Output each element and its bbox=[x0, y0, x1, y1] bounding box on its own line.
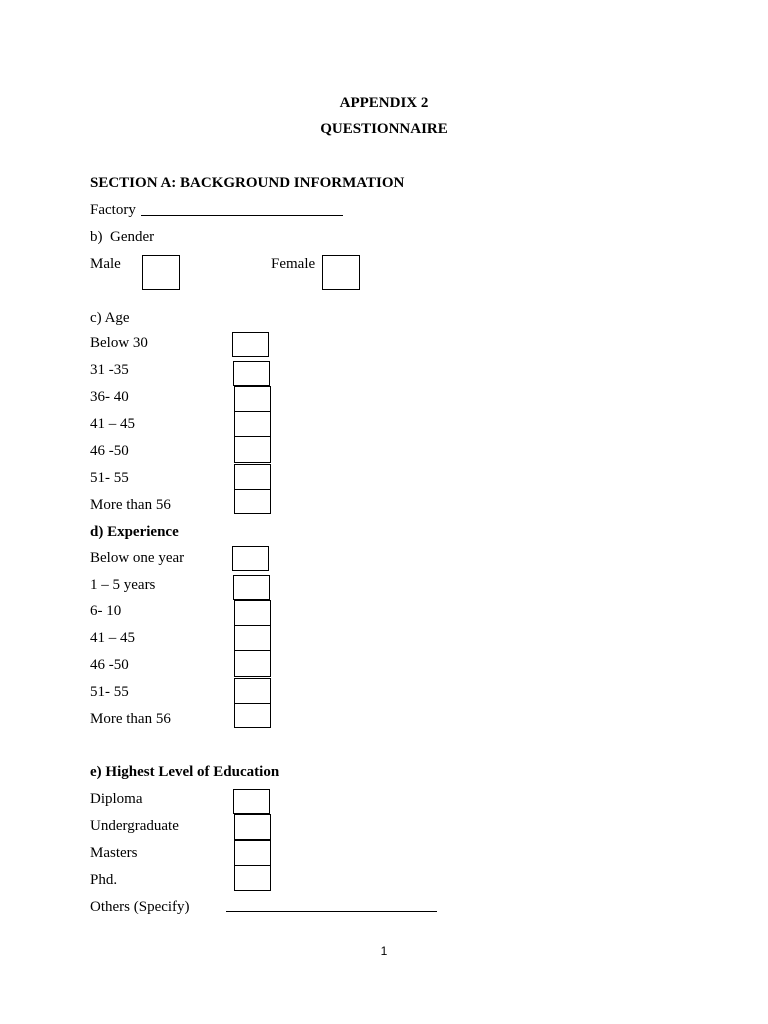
experience-option-checkbox[interactable] bbox=[234, 650, 271, 677]
age-option-checkbox[interactable] bbox=[232, 332, 269, 357]
age-option-checkbox[interactable] bbox=[234, 386, 271, 412]
experience-option-checkbox[interactable] bbox=[234, 703, 271, 728]
section-a-heading: SECTION A: BACKGROUND INFORMATION bbox=[90, 175, 405, 191]
education-option-checkbox[interactable] bbox=[234, 865, 271, 891]
education-option-checkbox[interactable] bbox=[233, 789, 270, 814]
age-option-label: Below 30 bbox=[90, 335, 148, 351]
age-option-checkbox[interactable] bbox=[234, 411, 271, 437]
education-option-label: Masters bbox=[90, 845, 138, 861]
experience-option-checkbox[interactable] bbox=[234, 678, 271, 704]
experience-option-label: Below one year bbox=[90, 550, 185, 566]
page-number: 1 bbox=[380, 944, 388, 958]
education-option-label: Undergraduate bbox=[90, 818, 179, 834]
age-option-label: 31 -35 bbox=[90, 362, 129, 378]
age-option-label: 36- 40 bbox=[90, 389, 129, 405]
experience-option-label: 1 – 5 years bbox=[90, 577, 156, 593]
appendix-title: APPENDIX 2 bbox=[339, 95, 429, 111]
experience-option-checkbox[interactable] bbox=[232, 546, 269, 571]
education-option-checkbox[interactable] bbox=[234, 840, 271, 866]
age-option-checkbox[interactable] bbox=[234, 436, 271, 463]
gender-label: b) Gender bbox=[90, 229, 155, 245]
document-title: QUESTIONNAIRE bbox=[320, 121, 448, 137]
age-label: c) Age bbox=[90, 310, 130, 326]
education-others-label: Others (Specify) bbox=[90, 899, 190, 915]
experience-label: d) Experience bbox=[90, 524, 179, 540]
age-option-label: 41 – 45 bbox=[90, 416, 135, 432]
factory-field[interactable] bbox=[141, 215, 343, 216]
experience-option-checkbox[interactable] bbox=[234, 600, 271, 626]
experience-option-label: 46 -50 bbox=[90, 657, 129, 673]
age-option-checkbox[interactable] bbox=[234, 489, 271, 514]
age-option-checkbox[interactable] bbox=[233, 361, 270, 386]
female-checkbox[interactable] bbox=[322, 255, 360, 290]
age-option-label: 51- 55 bbox=[90, 470, 129, 486]
education-label: e) Highest Level of Education bbox=[90, 764, 280, 780]
experience-option-label: 6- 10 bbox=[90, 603, 122, 619]
age-option-checkbox[interactable] bbox=[234, 464, 271, 490]
male-label: Male bbox=[90, 256, 121, 272]
experience-option-label: 41 – 45 bbox=[90, 630, 135, 646]
female-label: Female bbox=[271, 256, 316, 272]
education-option-label: Phd. bbox=[90, 872, 118, 888]
factory-label: Factory bbox=[90, 202, 136, 218]
experience-option-checkbox[interactable] bbox=[233, 575, 270, 600]
education-option-label: Diploma bbox=[90, 791, 143, 807]
experience-option-checkbox[interactable] bbox=[234, 625, 271, 651]
experience-option-label: More than 56 bbox=[90, 711, 171, 727]
education-others-field[interactable] bbox=[226, 911, 437, 912]
age-option-label: More than 56 bbox=[90, 497, 171, 513]
education-option-checkbox[interactable] bbox=[234, 814, 271, 840]
experience-option-label: 51- 55 bbox=[90, 684, 129, 700]
male-checkbox[interactable] bbox=[142, 255, 180, 290]
age-option-label: 46 -50 bbox=[90, 443, 129, 459]
